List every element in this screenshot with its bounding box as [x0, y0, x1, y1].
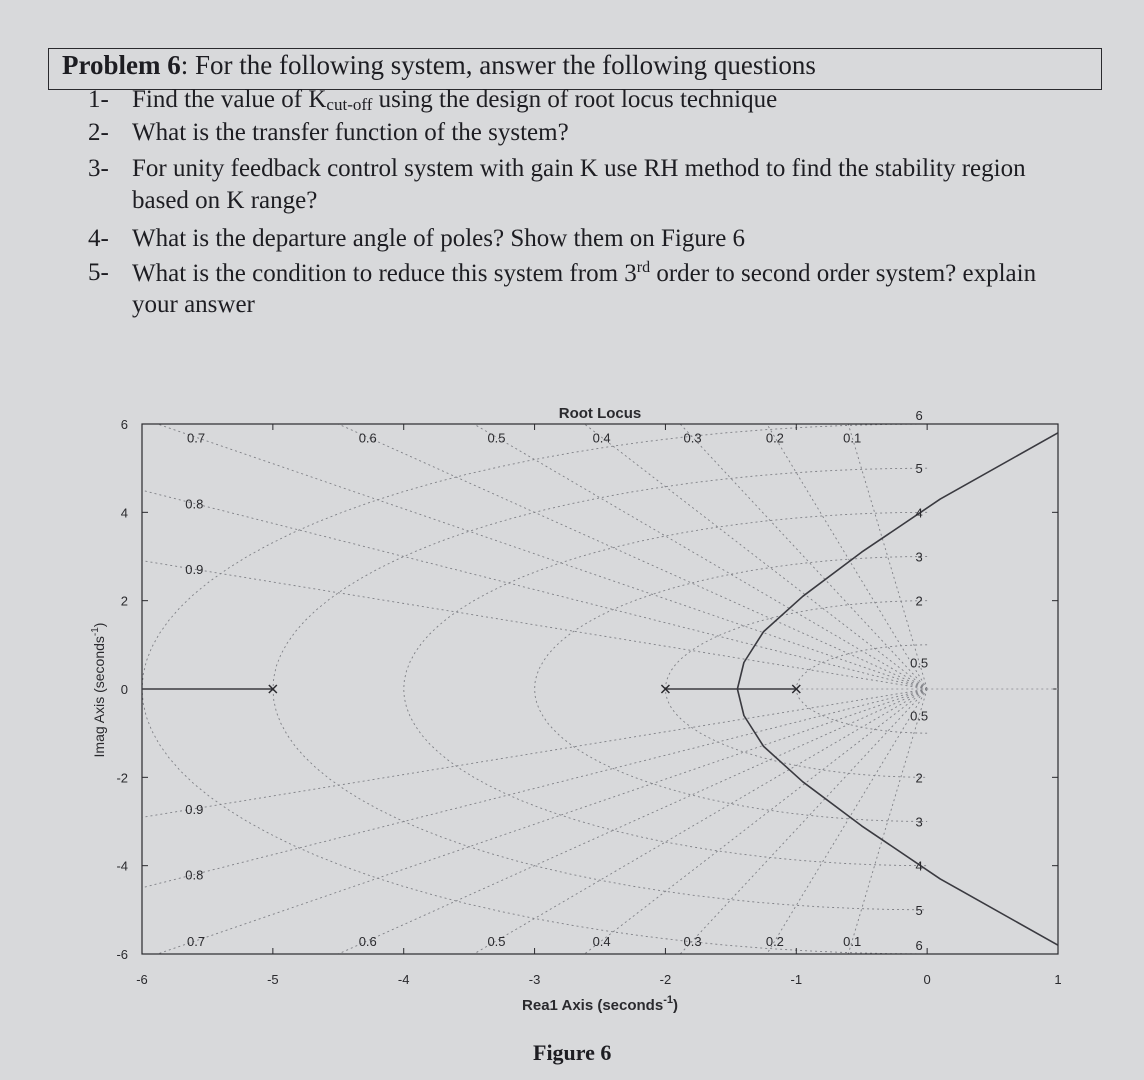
zeta-ray: [456, 325, 927, 689]
zeta-ray: [809, 293, 927, 689]
problem-number: Problem 6: [62, 50, 181, 80]
wn-label: 5: [915, 902, 923, 918]
y-tick-label: -2: [116, 770, 128, 786]
wn-label: 3: [915, 549, 923, 565]
zeta-label: 0.9: [185, 562, 204, 578]
zeta-ray: [692, 689, 928, 1078]
zeta-ray: [0, 689, 927, 862]
y-tick-label: 2: [120, 593, 128, 609]
zeta-ray: [0, 451, 927, 690]
x-tick-label: -5: [267, 972, 279, 987]
zeta-label: 0.1: [843, 430, 862, 446]
wn-label: 6: [915, 408, 923, 423]
x-tick-label: 1: [1054, 972, 1062, 987]
wn-label: 6: [915, 938, 923, 954]
wn-label: 2: [915, 593, 923, 609]
question-number: 4-: [88, 225, 109, 252]
wn-label: 3: [915, 814, 923, 830]
question-text: Find the value of $K_{cut-off}$ using the design of root locus technique: [132, 86, 778, 114]
zeta-label: 0.1: [843, 933, 862, 949]
zeta-label: 0.3: [683, 430, 702, 446]
zeta-label: 0.2: [765, 430, 784, 446]
wn-label: 0.5: [910, 655, 929, 671]
grid-labels: [116, 408, 1061, 987]
figure-caption: Figure 6: [533, 1040, 612, 1065]
zeta-label: 0.7: [186, 933, 206, 949]
zeta-label: 0.7: [186, 430, 206, 446]
question-number: 5-: [88, 259, 109, 286]
zeta-ray: [103, 689, 927, 973]
zeta-label: 0.5: [487, 933, 506, 949]
zeta-label: 0.6: [358, 933, 377, 949]
zeta-label: 0.8: [185, 496, 204, 512]
locus-branch-upper: [737, 433, 1058, 689]
zeta-label: 0.9: [185, 801, 204, 817]
problem-intro: : For the following system, answer the following questions: [180, 50, 816, 80]
question-text-line2: based on K range?: [132, 187, 318, 214]
zeta-ray: [103, 405, 927, 689]
wn-label: 5: [915, 461, 923, 477]
zeta-label: 0.2: [765, 933, 784, 949]
y-tick-label: 4: [120, 505, 128, 521]
question-text: What is the condition to reduce this system from 3rd order to second order system? explain: [132, 259, 1037, 287]
y-tick-label: -4: [116, 858, 128, 874]
y-tick-label: 0: [120, 682, 128, 697]
wn-label: 4: [915, 505, 923, 521]
chart-title: Root Locus: [558, 405, 642, 422]
y-axis-label: Imag Axis (seconds$^{-1}$): [90, 622, 107, 758]
question-number: 3-: [88, 155, 109, 182]
x-tick-label: -6: [136, 972, 148, 987]
question-number: 2-: [88, 119, 109, 146]
zeta-ray: [574, 310, 927, 689]
wn-circle: [273, 468, 927, 910]
zeta-ray: [0, 516, 927, 689]
zeta-ray: [692, 300, 928, 689]
axis-ticks: [142, 424, 1058, 954]
y-tick-label: -6: [116, 947, 128, 962]
question-text: For unity feedback control system with gain K use RH method to find the stability region: [132, 155, 1026, 182]
x-tick-label: 0: [923, 972, 931, 987]
zeta-label: 0.4: [592, 933, 611, 949]
question-text-line2: your answer: [132, 291, 255, 318]
x-axis-label: Rea1 Axis (seconds$^{-1}$): [522, 994, 678, 1014]
zeta-ray: [221, 689, 928, 1007]
locus-branch-lower: [737, 689, 1058, 945]
zeta-label: 0.5: [487, 430, 506, 446]
zeta-label: 0.3: [683, 933, 702, 949]
sgrid: [0, 293, 927, 1080]
wn-label: 0.5: [910, 708, 929, 724]
zeta-ray: [0, 689, 927, 928]
x-tick-label: -1: [790, 972, 803, 987]
zeta-label: 0.4: [592, 430, 611, 446]
zeta-label: 0.6: [358, 430, 377, 446]
question-text: What is the departure angle of poles? Show them on Figure 6: [132, 225, 746, 252]
x-tick-label: -2: [659, 972, 672, 987]
wn-label: 2: [915, 770, 923, 786]
zeta-label: 0.8: [185, 867, 204, 883]
x-tick-label: -4: [397, 972, 410, 987]
question-number: 1-: [88, 86, 109, 113]
x-tick-label: -3: [528, 972, 541, 987]
wn-label: 4: [915, 858, 923, 874]
y-tick-label: 6: [120, 417, 128, 432]
question-text: What is the transfer function of the system?: [132, 119, 569, 146]
plot-frame: [142, 424, 1058, 954]
